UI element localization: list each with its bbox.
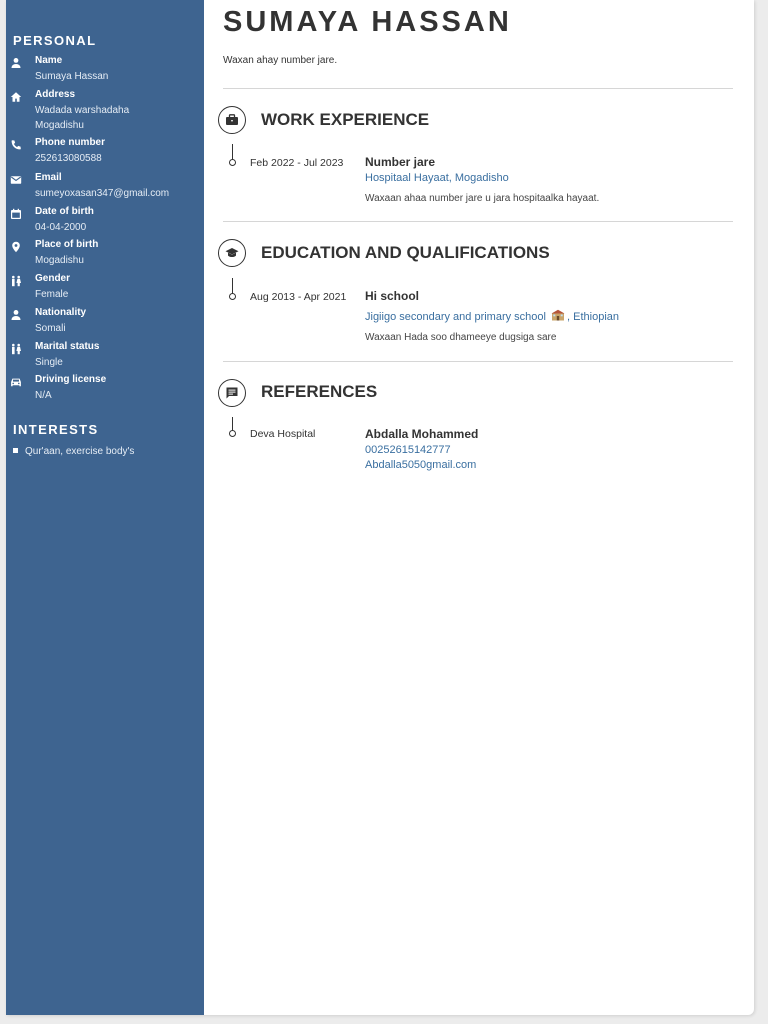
candidate-name: SUMAYA HASSAN — [223, 6, 512, 38]
sidebar — [6, 0, 204, 1015]
personal-item-marital-status — [6, 341, 204, 371]
profile-summary: Waxan ahay number jare. — [223, 55, 338, 66]
section-title-references: REFERENCES — [261, 382, 378, 401]
person-icon — [10, 309, 22, 321]
personal-label: Phone number — [35, 137, 106, 148]
divider — [223, 221, 733, 222]
car-icon — [10, 376, 22, 388]
chat-icon — [218, 379, 246, 407]
personal-label: Place of birth — [35, 239, 99, 250]
personal-item-place-of-birth — [6, 239, 204, 269]
personal-value: Somali — [35, 323, 66, 334]
interest-item — [13, 446, 134, 457]
graduation-cap-icon — [218, 239, 246, 267]
personal-label: Email — [35, 172, 62, 183]
reference-phone[interactable]: 00252615142777 — [365, 444, 451, 456]
reference-organization: Deva Hospital — [250, 428, 316, 440]
interest-text: Qur'aan, exercise body's — [25, 446, 135, 457]
education-description: Waxaan Hada soo dhameeye dugsiga sare — [365, 332, 557, 343]
personal-item-dob — [6, 206, 204, 236]
personal-item-phone — [6, 137, 204, 167]
personal-label: Address — [35, 89, 76, 100]
personal-value: Mogadishu — [35, 255, 84, 266]
bullet-icon — [13, 448, 18, 453]
work-title: Number jare — [365, 155, 436, 169]
people-icon — [10, 343, 22, 355]
timeline-dot — [229, 159, 236, 166]
education-title: Hi school — [365, 289, 420, 303]
briefcase-icon — [218, 106, 246, 134]
work-employer: Hospitaal Hayaat, Mogadisho — [365, 172, 509, 184]
personal-item-driving-license — [6, 374, 204, 404]
personal-value: N/A — [35, 390, 52, 401]
person-icon — [10, 57, 22, 69]
personal-label: Name — [35, 55, 63, 66]
work-date: Feb 2022 - Jul 2023 — [250, 157, 344, 169]
timeline-line — [232, 144, 233, 160]
section-title-work: WORK EXPERIENCE — [261, 110, 430, 129]
education-country: , Ethiopian — [567, 311, 620, 323]
personal-value: 252613080588 — [35, 153, 102, 164]
resume-page — [6, 0, 754, 1015]
work-description: Waxaan ahaa number jare u jara hospitaalka hayaat. — [365, 193, 600, 204]
personal-value: Single — [35, 357, 63, 368]
education-date: Aug 2013 - Apr 2021 — [250, 291, 347, 303]
education-school: Jigiigo secondary and primary school — [365, 311, 546, 323]
timeline-dot — [229, 293, 236, 300]
personal-label: Nationality — [35, 307, 87, 318]
personal-item-name — [6, 55, 204, 85]
reference-email[interactable]: Abdalla5050gmail.com — [365, 459, 477, 471]
timeline-line — [232, 278, 233, 294]
personal-label: Marital status — [35, 341, 100, 352]
home-icon — [10, 91, 22, 103]
personal-value: sumeyoxasan347@gmail.com — [35, 188, 170, 199]
location-icon — [10, 241, 22, 253]
personal-item-email — [6, 172, 204, 202]
personal-item-address — [6, 89, 204, 133]
personal-label: Gender — [35, 273, 71, 284]
reference-name: Abdalla Mohammed — [365, 427, 479, 441]
personal-value: Wadada warshadaha Mogadishu — [35, 105, 130, 131]
divider — [223, 88, 733, 89]
school-icon — [551, 309, 565, 321]
personal-item-gender — [6, 273, 204, 303]
phone-icon — [10, 139, 22, 151]
personal-label: Driving license — [35, 374, 107, 385]
personal-value: 04-04-2000 — [35, 222, 87, 233]
personal-item-nationality — [6, 307, 204, 337]
personal-value: Sumaya Hassan — [35, 71, 109, 82]
section-title-education: EDUCATION AND QUALIFICATIONS — [261, 243, 550, 262]
gender-icon — [10, 275, 22, 287]
timeline-dot — [229, 430, 236, 437]
divider — [223, 361, 733, 362]
calendar-icon — [10, 208, 22, 220]
email-icon — [10, 174, 22, 186]
main-content — [204, 0, 754, 1015]
personal-label: Date of birth — [35, 206, 94, 217]
timeline-line — [232, 417, 233, 431]
interests-heading: INTERESTS — [13, 422, 99, 437]
education-school-line — [365, 309, 619, 323]
personal-value: Female — [35, 289, 69, 300]
personal-heading: PERSONAL — [13, 33, 97, 48]
